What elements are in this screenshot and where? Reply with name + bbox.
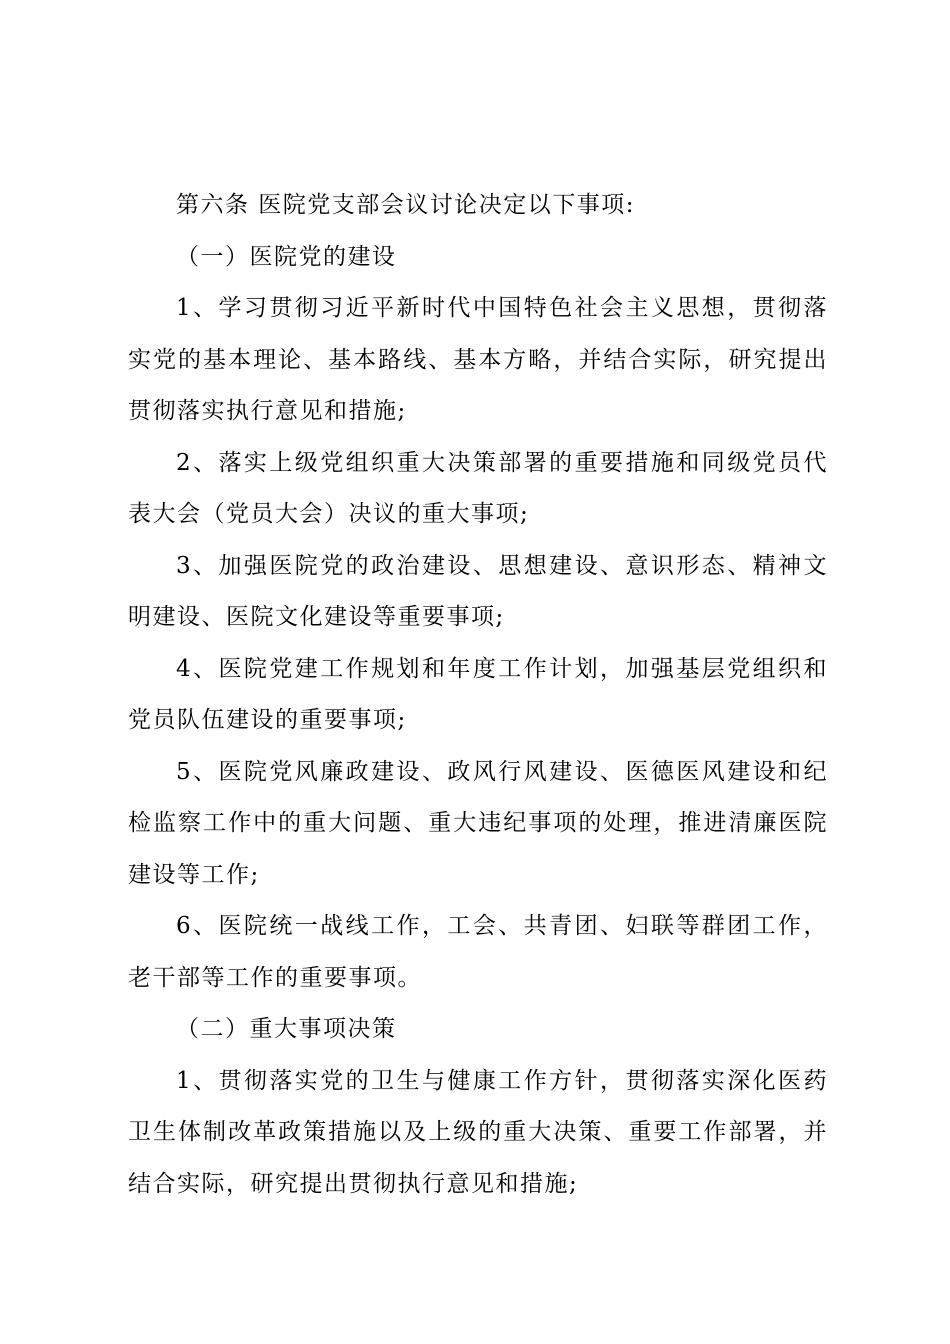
list-item: 1、贯彻落实党的卫生与健康工作方针，贯彻落实深化医药卫生体制改革政策措施以及上级的重大决策、重要工作部署，并结合实际，研究提出贯彻执行意见和措施; bbox=[128, 1067, 828, 1197]
list-item: 6、医院统一战线工作，工会、共青团、妇联等群团工作，老干部等工作的重要事项。 bbox=[128, 913, 828, 991]
list-item: 3、加强医院党的政治建设、思想建设、意识形态、精神文明建设、医院文化建设等重要事项; bbox=[128, 552, 828, 630]
article-heading: 第六条 医院党支部会议讨论决定以下事项: bbox=[176, 192, 636, 218]
list-item: 4、医院党建工作规划和年度工作计划，加强基层党组织和党员队伍建设的重要事项; bbox=[128, 655, 828, 733]
section-heading-party-building: （一）医院党的建设 bbox=[176, 243, 397, 270]
document-body bbox=[128, 180, 828, 1210]
list-item: 1、学习贯彻习近平新时代中国特色社会主义思想，贯彻落实党的基本理论、基本路线、基本方略，并结合实际，研究提出贯彻落实执行意见和措施; bbox=[128, 295, 828, 424]
list-item: 2、落实上级党组织重大决策部署的重要措施和同级党员代表大会（党员大会）决议的重大事项; bbox=[128, 449, 828, 527]
list-item: 5、医院党风廉政建设、政风行风建设、医德医风建设和纪检监察工作中的重大问题、重大违纪事项的处理，推进清廉医院建设等工作; bbox=[128, 758, 828, 888]
section-heading-major-decisions: （二）重大事项决策 bbox=[176, 1016, 397, 1042]
